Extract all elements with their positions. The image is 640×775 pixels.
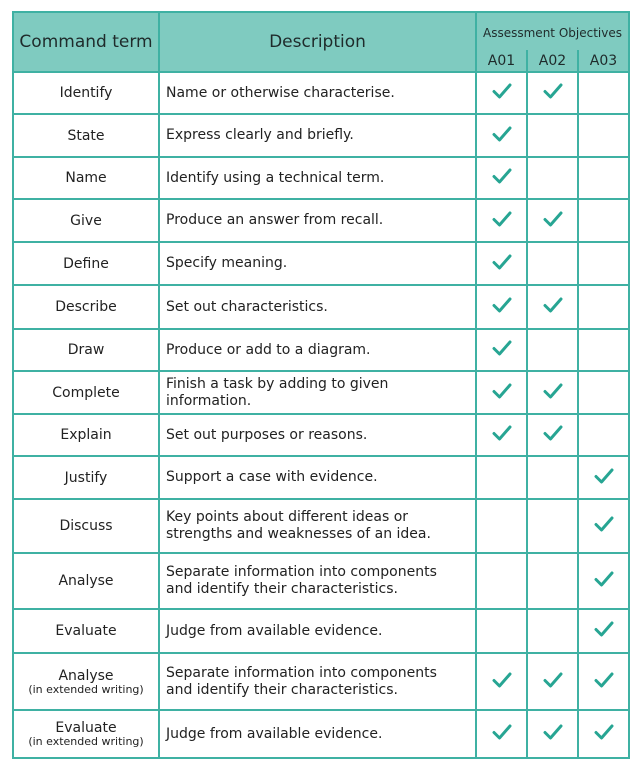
ao3-cell bbox=[578, 499, 629, 553]
command-terms-table-wrapper bbox=[12, 11, 628, 759]
header-command-term: Command term bbox=[13, 12, 159, 72]
description-cell: Set out purposes or reasons. bbox=[159, 414, 476, 456]
command-term-cell bbox=[13, 285, 159, 329]
command-term: Analyse bbox=[58, 573, 114, 589]
ao3-cell bbox=[578, 456, 629, 499]
command-term: Complete bbox=[52, 384, 120, 401]
check-icon bbox=[543, 671, 563, 689]
ao3-cell bbox=[578, 710, 629, 758]
ao3-cell bbox=[578, 414, 629, 456]
ao3-cell bbox=[578, 72, 629, 114]
ao1-cell bbox=[476, 114, 527, 157]
check-icon bbox=[492, 167, 512, 185]
ao1-cell bbox=[476, 72, 527, 114]
command-term: Evaluate bbox=[55, 623, 117, 639]
description-cell: Support a case with evidence. bbox=[159, 456, 476, 499]
description-cell: Separate information into components and identify their characteristics. bbox=[159, 553, 476, 609]
check-icon bbox=[543, 296, 563, 314]
table-row bbox=[13, 329, 629, 371]
ao3-cell bbox=[578, 553, 629, 609]
ao1-cell bbox=[476, 157, 527, 199]
check-icon bbox=[594, 570, 614, 588]
ao1-cell bbox=[476, 371, 527, 414]
header-description: Description bbox=[159, 12, 476, 72]
table-row bbox=[13, 242, 629, 285]
check-icon bbox=[492, 125, 512, 143]
ao1-cell bbox=[476, 553, 527, 609]
description-cell: Produce or add to a diagram. bbox=[159, 329, 476, 371]
ao1-cell bbox=[476, 199, 527, 242]
check-icon bbox=[492, 296, 512, 314]
command-term-note: (in extended writing) bbox=[28, 682, 144, 696]
ao2-cell bbox=[527, 242, 578, 285]
header-ao1: A01 bbox=[476, 50, 527, 72]
description-cell: Key points about different ideas or strengths and weaknesses of an idea. bbox=[159, 499, 476, 553]
ao1-cell bbox=[476, 242, 527, 285]
ao1-cell bbox=[476, 329, 527, 371]
ao2-cell bbox=[527, 710, 578, 758]
description-cell: Identify using a technical term. bbox=[159, 157, 476, 199]
ao2-cell bbox=[527, 653, 578, 710]
ao1-cell bbox=[476, 499, 527, 553]
ao2-cell bbox=[527, 329, 578, 371]
table-row bbox=[13, 371, 629, 414]
table-row bbox=[13, 199, 629, 242]
table-row bbox=[13, 710, 629, 758]
command-term-cell bbox=[13, 710, 159, 758]
check-icon bbox=[543, 82, 563, 100]
command-term: Define bbox=[63, 255, 109, 272]
ao2-cell bbox=[527, 157, 578, 199]
table-body bbox=[13, 72, 629, 758]
command-term-note: (in extended writing) bbox=[28, 735, 144, 748]
ao1-cell bbox=[476, 609, 527, 653]
command-term-cell bbox=[13, 72, 159, 114]
description-cell: Judge from available evidence. bbox=[159, 710, 476, 758]
ao2-cell bbox=[527, 499, 578, 553]
command-term: Analyse bbox=[58, 667, 114, 684]
command-term: State bbox=[67, 127, 105, 144]
check-icon bbox=[492, 210, 512, 228]
command-term-cell bbox=[13, 499, 159, 553]
ao2-cell bbox=[527, 114, 578, 157]
check-icon bbox=[492, 723, 512, 741]
ao2-cell bbox=[527, 609, 578, 653]
ao3-cell bbox=[578, 609, 629, 653]
check-icon bbox=[594, 467, 614, 485]
table-row bbox=[13, 285, 629, 329]
table-row bbox=[13, 72, 629, 114]
check-icon bbox=[492, 82, 512, 100]
ao2-cell bbox=[527, 285, 578, 329]
command-term: Evaluate bbox=[55, 720, 117, 736]
check-icon bbox=[543, 382, 563, 400]
table-row bbox=[13, 456, 629, 499]
ao2-cell bbox=[527, 371, 578, 414]
command-term-cell bbox=[13, 553, 159, 609]
description-cell: Specify meaning. bbox=[159, 242, 476, 285]
command-term: Draw bbox=[67, 342, 105, 358]
header-assessment-objectives: Assessment Objectives bbox=[476, 12, 629, 50]
command-term-cell bbox=[13, 414, 159, 456]
ao2-cell bbox=[527, 72, 578, 114]
command-term: Identify bbox=[59, 85, 113, 101]
ao2-cell bbox=[527, 414, 578, 456]
command-term-cell bbox=[13, 653, 159, 710]
ao3-cell bbox=[578, 199, 629, 242]
command-term: Give bbox=[70, 212, 102, 229]
ao3-cell bbox=[578, 653, 629, 710]
table-row bbox=[13, 114, 629, 157]
ao3-cell bbox=[578, 329, 629, 371]
description-cell: Separate information into components and identify their characteristics. bbox=[159, 653, 476, 710]
check-icon bbox=[594, 515, 614, 533]
command-term-cell bbox=[13, 199, 159, 242]
table-row bbox=[13, 653, 629, 710]
check-icon bbox=[594, 723, 614, 741]
header-ao3: A03 bbox=[578, 50, 629, 72]
ao2-cell bbox=[527, 456, 578, 499]
ao1-cell bbox=[476, 285, 527, 329]
command-term: Justify bbox=[64, 469, 108, 486]
table-row bbox=[13, 414, 629, 456]
description-cell: Produce an answer from recall. bbox=[159, 199, 476, 242]
command-term: Explain bbox=[60, 427, 112, 443]
ao2-cell bbox=[527, 553, 578, 609]
table-row bbox=[13, 553, 629, 609]
check-icon bbox=[492, 671, 512, 689]
command-term: Describe bbox=[55, 299, 117, 315]
header-ao2: A02 bbox=[527, 50, 578, 72]
ao1-cell bbox=[476, 710, 527, 758]
ao1-cell bbox=[476, 414, 527, 456]
table-row bbox=[13, 157, 629, 199]
ao2-cell bbox=[527, 199, 578, 242]
table-row bbox=[13, 499, 629, 553]
description-cell: Express clearly and briefly. bbox=[159, 114, 476, 157]
description-cell: Set out characteristics. bbox=[159, 285, 476, 329]
ao1-cell bbox=[476, 653, 527, 710]
command-term-cell bbox=[13, 242, 159, 285]
check-icon bbox=[492, 339, 512, 357]
check-icon bbox=[543, 723, 563, 741]
check-icon bbox=[492, 382, 512, 400]
check-icon bbox=[594, 620, 614, 638]
ao3-cell bbox=[578, 285, 629, 329]
description-cell: Judge from available evidence. bbox=[159, 609, 476, 653]
check-icon bbox=[543, 424, 563, 442]
command-term-cell bbox=[13, 609, 159, 653]
command-term: Discuss bbox=[59, 518, 113, 534]
ao3-cell bbox=[578, 114, 629, 157]
command-term-cell bbox=[13, 371, 159, 414]
check-icon bbox=[492, 424, 512, 442]
table-row bbox=[13, 609, 629, 653]
check-icon bbox=[543, 210, 563, 228]
ao3-cell bbox=[578, 242, 629, 285]
check-icon bbox=[492, 253, 512, 271]
command-term-cell bbox=[13, 157, 159, 199]
check-icon bbox=[594, 671, 614, 689]
ao3-cell bbox=[578, 371, 629, 414]
description-cell: Name or otherwise characterise. bbox=[159, 72, 476, 114]
command-term-cell bbox=[13, 456, 159, 499]
command-term-cell bbox=[13, 329, 159, 371]
ao3-cell bbox=[578, 157, 629, 199]
ao1-cell bbox=[476, 456, 527, 499]
description-cell: Finish a task by adding to given information. bbox=[159, 371, 476, 414]
command-term-cell bbox=[13, 114, 159, 157]
command-term: Name bbox=[65, 170, 107, 186]
command-terms-table bbox=[12, 11, 630, 759]
